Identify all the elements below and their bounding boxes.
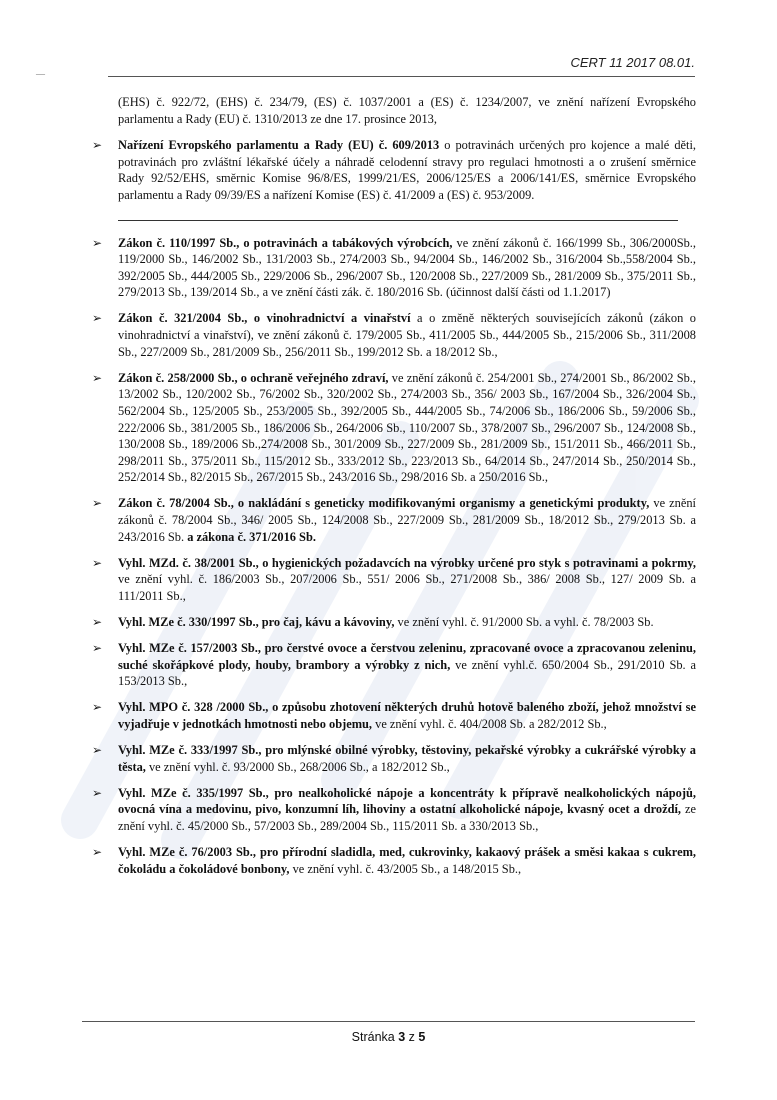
item-text: ve znění vyhl.č. 650/2004 Sb., 291/2010 Sb. a 153/2013 Sb., bbox=[118, 657, 696, 689]
list-item bbox=[92, 235, 696, 301]
page-sep: z bbox=[405, 1030, 419, 1044]
item-text: ve znění zákonů č. 166/1999 Sb., 306/2000Sb., 119/2000 Sb., 146/2002 Sb., 131/2003 Sb., 274/2003 Sb., 94/2004 Sb., 146/2002 Sb., 316/2004 Sb.,558/2004 Sb., 392/2005 Sb., 444/2005 Sb., 229/2006 Sb., 296/2007 Sb., 120/2008 Sb., 227/2009 Sb., 281/2009 Sb., 375/2011 Sb., 279/2013 Sb., 139/2014 Sb., a ve znění části zák. č. 180/2016 Sb. (účinnost další části od 1.1.2017) bbox=[118, 235, 696, 300]
item-text: ve znění vyhl. č. 186/2003 Sb., 207/2006 Sb., 551/ 2006 Sb., 271/2008 Sb., 386/ 2008 Sb., 127/ 2009 Sb. a 111/2011 Sb., bbox=[118, 572, 696, 603]
list-item bbox=[92, 614, 696, 631]
item-title: Vyhl. MZd. č. 38/2001 Sb., o hygienických požadavcích na výrobky určené pro styk s potravinami a pokrmy, bbox=[118, 555, 696, 570]
intro-paragraph bbox=[92, 94, 696, 127]
list-item bbox=[92, 310, 696, 360]
arrow-bullet-icon: ➢ bbox=[92, 311, 103, 326]
item-title: Vyhl. MZe č. 157/2003 Sb., pro čerstvé ovoce a čerstvou zeleninu, zpracované ovoce a zpracovanou zeleninu, suché skořápkové plody, houby, brambory a výrobky z nich, bbox=[118, 641, 696, 672]
legislation-list bbox=[92, 235, 696, 878]
arrow-bullet-icon: ➢ bbox=[92, 785, 103, 800]
list-item bbox=[92, 785, 696, 835]
footer-rule bbox=[82, 1021, 695, 1022]
arrow-bullet-icon: ➢ bbox=[92, 743, 103, 757]
arrow-bullet-icon: ➢ bbox=[92, 555, 103, 570]
arrow-bullet-icon: ➢ bbox=[92, 370, 103, 385]
arrow-bullet-icon: ➢ bbox=[92, 138, 103, 153]
list-item bbox=[92, 495, 696, 545]
section-divider bbox=[118, 220, 678, 221]
arrow-bullet-icon: ➢ bbox=[92, 496, 103, 511]
margin-mark: — bbox=[36, 69, 45, 79]
list-item bbox=[92, 640, 696, 690]
arrow-bullet-icon: ➢ bbox=[92, 844, 103, 859]
list-item bbox=[92, 555, 696, 605]
item-text: ve znění vyhl. č. 404/2008 Sb. a 282/2012 Sb., bbox=[372, 716, 607, 731]
arrow-bullet-icon: ➢ bbox=[92, 641, 103, 656]
arrow-bullet-icon: ➢ bbox=[92, 235, 103, 250]
arrow-bullet-icon: ➢ bbox=[92, 614, 103, 629]
page-total: 5 bbox=[418, 1030, 426, 1044]
list-item bbox=[92, 370, 696, 486]
item-title: Vyhl. MZe č. 76/2003 Sb., pro přírodní sladidla, med, cukrovinky, kakaový prášek a směsi kakaa s cukrem, čokoládu a čokoládové bonbony, bbox=[118, 844, 696, 876]
list-item bbox=[92, 742, 696, 775]
item-title: Zákon č. 258/2000 Sb., o ochraně veřejného zdraví, bbox=[118, 370, 389, 385]
document-body bbox=[92, 94, 696, 887]
list-item bbox=[92, 844, 696, 877]
intro-text: (EHS) č. 922/72, (EHS) č. 234/79, (ES) č. 1037/2001 a (ES) č. 1234/2007, ve znění nařízení Evropského parlamentu a Rady (EU) č. 1310/2013 ze dne 17. prosince 2013, bbox=[118, 95, 696, 126]
item-title: Vyhl. MZe č. 335/1997 Sb., pro nealkoholické nápoje a koncentráty k přípravě nealkoholických nápojů, ovocná vína a medovinu, pivo, konzumní líh, lihoviny a ostatní alkoholické nápoje, kvasný ocet a droždí, bbox=[118, 785, 696, 817]
header-rule bbox=[108, 76, 695, 77]
item-text: ve znění zákonů č. 254/2001 Sb., 274/2001 Sb., 86/2002 Sb., 13/2002 Sb., 120/2002 Sb., 76/2002 Sb., 320/2002 Sb., 274/2003 Sb., 356/ 2003 Sb., 167/2004 Sb., 326/2004 Sb., 562/2004 Sb., 125/2005 Sb., 253/2005 Sb., 392/2005 Sb., 444/2005 Sb., 74/2006 Sb., 186/2006 Sb., 59/2006 Sb., 222/2006 Sb., 381/2005 Sb., 186/2006 Sb., 264/2006 Sb., 110/2007 Sb., 378/2007 Sb., 296/2007 Sb., 124/2008 Sb., 130/2008 Sb., 189/2006 Sb.,274/2008 Sb., 301/2009 Sb., 227/2009 Sb., 281/2009 Sb., 151/2011 Sb., 466/2011 Sb., 298/2011 Sb., 375/2011 Sb., 115/2012 Sb., 333/2012 Sb., 223/2013 Sb., 64/2014 Sb., 247/2014 Sb., 250/2014 Sb., 252/2014 Sb., 82/2015 Sb., 267/2015 Sb., 243/2016 Sb., 298/2016 Sb. a 250/2016 Sb., bbox=[118, 370, 696, 485]
list-item-eu-regulation bbox=[92, 137, 696, 203]
item-text: ve znění zákonů č. 78/2004 Sb., 346/ 2005 Sb., 124/2008 Sb., 227/2009 Sb., 281/2009 Sb., 18/2012 Sb., 279/2013 Sb. a 243/2016 Sb. bbox=[118, 496, 696, 544]
item-title: Nařízení Evropského parlamentu a Rady (EU) č. 609/2013 bbox=[118, 138, 440, 153]
page-label: Stránka bbox=[351, 1030, 399, 1044]
item-text: ve znění vyhl. č. 93/2000 Sb., 268/2006 Sb., a 182/2012 Sb., bbox=[145, 759, 450, 774]
arrow-bullet-icon: ➢ bbox=[92, 700, 103, 715]
item-title: Vyhl. MZe č. 333/1997 Sb., pro mlýnské obilné výrobky, těstoviny, pekařské výrobky a cukrářské výrobky a těsta, bbox=[118, 743, 696, 774]
item-title: Vyhl. MZe č. 330/1997 Sb., pro čaj, kávu a kávoviny, bbox=[118, 614, 395, 629]
list-item bbox=[92, 699, 696, 732]
page-number bbox=[0, 1030, 777, 1044]
item-text: a o změně některých souvisejících zákonů (zákon o vinohradnictví a vinařství), ve znění zákonů č. 179/2005 Sb., 411/2005 Sb., 444/2005 Sb., 215/2006 Sb., 311/2008 Sb., 227/2009 Sb., 281/2009 Sb., 256/2011 Sb., 199/2012 Sb. a 18/2012 Sb., bbox=[118, 311, 696, 359]
item-text: ve znění vyhl. č. 91/2000 Sb. a vyhl. č. 78/2003 Sb. bbox=[394, 614, 654, 629]
item-title: Zákon č. 110/1997 Sb., o potravinách a tabákových výrobcích, bbox=[118, 235, 453, 250]
item-text: ze znění vyhl. č. 45/2000 Sb., 57/2003 Sb., 289/2004 Sb., 115/2011 Sb. a 330/2013 Sb., bbox=[118, 802, 696, 833]
cert-code: CERT 11 2017 08.01. bbox=[570, 55, 695, 70]
item-text: ve znění vyhl. č. 43/2005 Sb., a 148/2015 Sb., bbox=[289, 861, 522, 876]
item-text: o potravinách určených pro kojence a malé děti, potravinách pro zvláštní lékařské účely a náhradě celodenní stravy pro regulaci hmotnosti a o zrušení směrnice Rady 92/52/EHS, směrnic Komise 96/8/ES, 1999/21/ES, 2006/125/ES a 2006/141/ES, směrnice Evropského parlamentu a Rady 09/39/ES a nařízení Komise (ES) č. 41/2009 a (ES) č. 953/2009. bbox=[118, 138, 696, 202]
page-current: 3 bbox=[398, 1030, 406, 1044]
item-title: Zákon č. 321/2004 Sb., o vinohradnictví a vinařství bbox=[118, 311, 411, 326]
item-title: Zákon č. 78/2004 Sb., o nakládání s geneticky modifikovanými organismy a genetickými produkty, bbox=[118, 496, 650, 511]
item-tail-bold: a zákona č. 371/2016 Sb. bbox=[184, 529, 316, 544]
item-title: Vyhl. MPO č. 328 /2000 Sb., o způsobu zhotovení některých druhů hotově baleného zboží, jehož množství se vyjadřuje v jednotkách hmotnosti nebo objemu, bbox=[118, 700, 696, 731]
